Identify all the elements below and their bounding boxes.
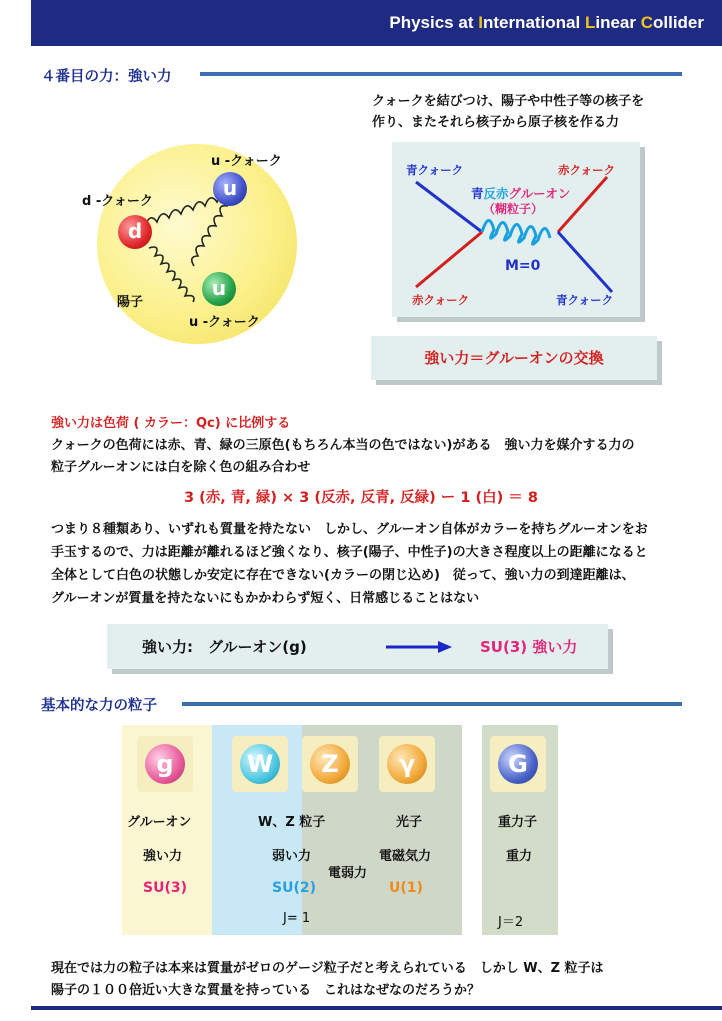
weak-force-name: 弱い力 <box>272 849 312 864</box>
spin-2-label: J＝2 <box>498 915 524 930</box>
gluon-symbol: g <box>145 744 185 784</box>
graviton-tile <box>490 736 546 792</box>
arrow-right-icon <box>386 640 452 654</box>
spin-1-label: J= 1 <box>283 911 311 926</box>
section-title-force-particles: 基本的な力の粒子 <box>41 698 157 714</box>
confinement-line-1: つまり８種類あり、いずれも質量を持たない しかし、グルーオン自体がカラーを持ちグルーオンをお <box>51 522 648 537</box>
electroweak-label: 電弱力 <box>328 866 368 881</box>
color-charge-line-2: 粒子グルーオンには白を除く色の組み合わせ <box>51 460 311 475</box>
section-title-strong-force: ４番目の力：強い力 <box>41 69 172 85</box>
section-divider <box>200 72 682 76</box>
gluon-name: グルーオン <box>127 815 192 830</box>
summary-gluon-label: 強い力: グルーオン(g) <box>142 638 307 656</box>
gluon-mass-label: M=0 <box>505 258 541 274</box>
confinement-line-3: 全体として白色の状態しか安定に存在できない(カラーの閉じ込め) 従って、強い力の到達距離は、 <box>51 568 635 583</box>
feynman-bottom-left-label: 赤クォーク <box>412 293 470 307</box>
wz-name: W、Z 粒子 <box>258 815 326 830</box>
photon-name: 光子 <box>396 815 423 830</box>
gluon-sub-label: （糊粒子） <box>483 202 544 216</box>
d-quark-ball: d <box>118 215 152 249</box>
electromagnetic-force-name: 電磁気力 <box>379 849 432 864</box>
section-divider-2 <box>182 702 682 706</box>
intro-line-2: 作り、またそれら核子から原子核を作る力 <box>372 115 620 130</box>
graviton-name: 重力子 <box>498 815 538 830</box>
w-boson-symbol: W <box>240 744 280 784</box>
proton-label: 陽子 <box>117 295 144 310</box>
footer-line-1: 現在では力の粒子は本来は質量がゼロのゲージ粒子だと考えられている しかし W、Z 粒子は <box>51 961 604 976</box>
photon-symbol: γ <box>387 744 427 784</box>
su3-group: SU(3) <box>143 880 187 896</box>
u1-group: U(1) <box>389 880 423 896</box>
u-quark-bottom-label: u -クォーク <box>189 315 260 330</box>
u-quark-top-label: u -クォーク <box>211 154 282 169</box>
footer-line-2: 陽子の１００倍近い大きな質量を持っている これはなぜなのだろうか？ <box>51 983 481 998</box>
color-charge-line-1: クォークの色荷には赤、青、緑の三原色(もちろん本当の色ではない)がある 強い力を媒介する力の <box>51 438 635 453</box>
confinement-line-2: 手玉するので、力は距離が離れるほど強くなり、核子(陽子、中性子)の大きさ程度以上の距離になると <box>51 545 648 560</box>
graviton-symbol: G <box>498 744 538 784</box>
header-bar <box>31 0 722 46</box>
u-quark-top-ball: u <box>213 172 247 206</box>
feynman-top-left-label: 青クォーク <box>406 163 464 177</box>
w-boson-tile <box>232 736 288 792</box>
su2-group: SU(2) <box>272 880 316 896</box>
gravity-name: 重力 <box>506 849 533 864</box>
z-boson-tile <box>302 736 358 792</box>
feynman-bottom-right-label: 青クォーク <box>556 293 614 307</box>
exchange-box: 強い力＝グルーオンの交換 <box>371 336 657 380</box>
intro-line-1: クォークを結びつけ、陽子や中性子等の核子を <box>372 94 645 109</box>
confinement-line-4: グルーオンが質量を持たないにもかかわらず短く、日常感じることはない <box>51 591 480 606</box>
gluon-count-formula: 3 (赤, 青, 緑) × 3 (反赤, 反青, 反緑) ー 1 (白) ＝ 8 <box>184 490 538 506</box>
photon-tile <box>379 736 435 792</box>
feynman-top-right-label: 赤クォーク <box>558 163 616 177</box>
header-title: Physics at International Linear Collider <box>389 13 704 32</box>
footer-bar <box>31 1006 722 1010</box>
gluon-label: 青反赤グルーオン <box>471 186 571 201</box>
z-boson-symbol: Z <box>310 744 350 784</box>
summary-su3-label: SU(3) 強い力 <box>480 638 578 656</box>
strong-force-name: 強い力 <box>143 849 183 864</box>
d-quark-label: d -クォーク <box>82 194 153 209</box>
gluon-tile <box>137 736 193 792</box>
color-charge-heading: 強い力は色荷 ( カラー：Qc) に比例する <box>51 416 291 431</box>
u-quark-bottom-ball: u <box>202 272 236 306</box>
